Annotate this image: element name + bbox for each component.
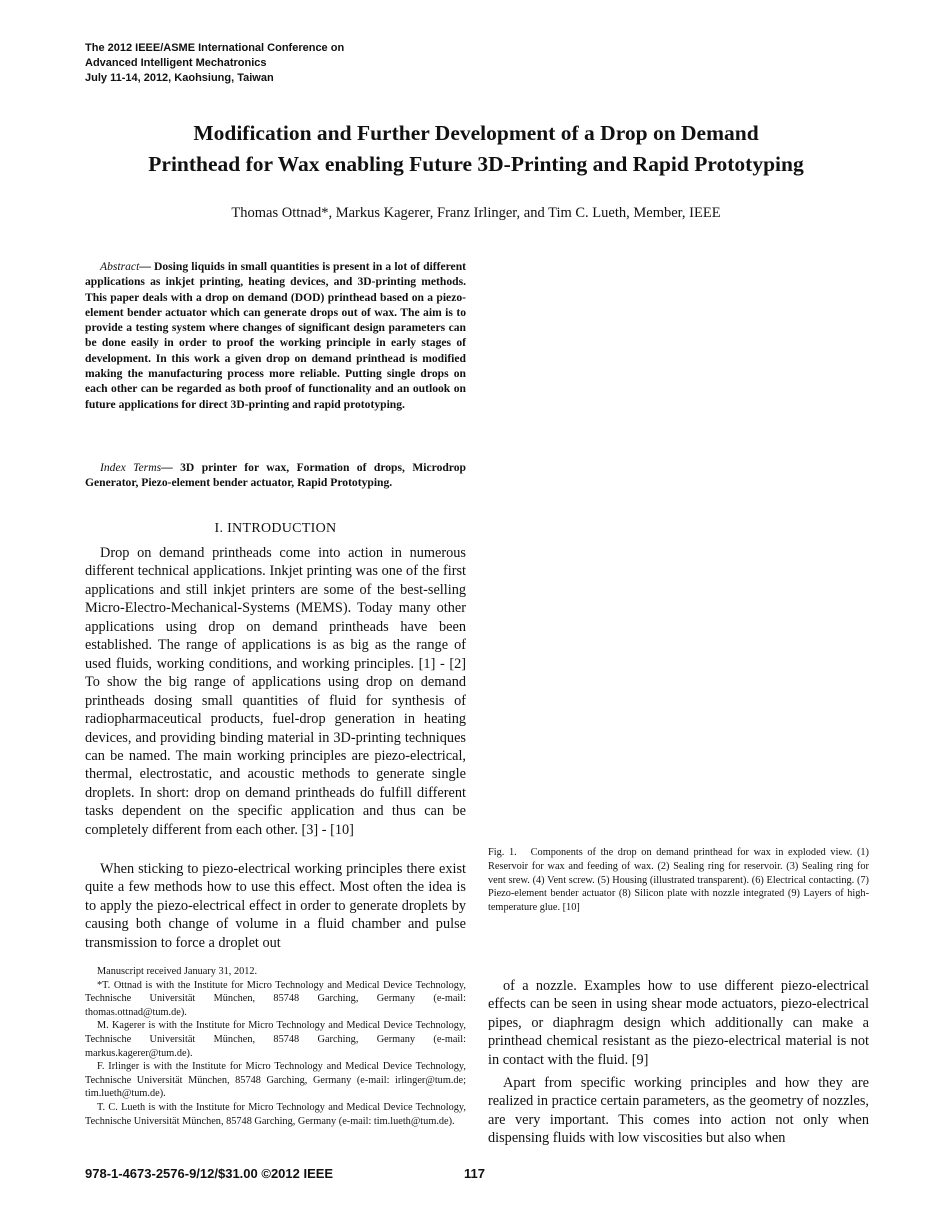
intro-paragraph: Drop on demand printheads come into action in numerous different technical applications. Inkjet printing was one of the first applications and still inkjet printers are some of the best-selling Micro-Electro-Mechanical-Systems (MEMS). Today many other applications using drop on demand printheads have been established. The range of applications is as big as the range of used fluids, working conditions, and working principles. [1] - [2] To show the big range of applications using drop on demand printheads dosing small quantities of fluid for synthesis of radiopharmaceutical products, fuel-drop generation in heating devices, and providing binding material in 3D-printing techniques can be named. The main working principles are piezo-electrical, thermal, electrostatic, and acoustic methods to generate single droplets. In short: drop on demand printheads do fulfill different tasks dependent on the specific application and thus can be completely different from each other. [3] - [10]	[85, 545, 466, 838]
isbn-footer: 978-1-4673-2576-9/12/$31.00 ©2012 IEEE	[85, 1166, 334, 1181]
intro-paragraph: When sticking to piezo-electrical working principles there exist quite a few methods how to use this effect. Most often the idea is to apply the piezo-electrical effect in order to generate droplets by causing both change of volume in a fluid chamber and pulse transmission to force a droplet out	[85, 861, 466, 951]
index-terms-text: 3D printer for wax, Formation of drops, Microdrop Generator, Piezo-element bender actuator, Rapid Prototyping.	[85, 461, 466, 490]
title-line: Printhead for Wax enabling Future 3D-Printing and Rapid Prototyping	[148, 152, 804, 176]
conference-line: Advanced Intelligent Mechatronics	[85, 57, 267, 69]
index-terms-label: Index Terms	[100, 461, 162, 474]
conference-line: The 2012 IEEE/ASME International Conference on	[85, 42, 345, 54]
abstract-dash: —	[139, 260, 154, 273]
section-heading: I. INTRODUCTION	[214, 521, 337, 536]
footnote: T. C. Lueth is with the Institute for Micro Technology and Medical Device Technology, Technische Universität München, 85748 Garching, Germany (e-mail: tim.lueth@tum.de).	[85, 1101, 466, 1127]
page-number: 117	[464, 1166, 485, 1181]
index-terms-dash: —	[161, 461, 181, 474]
conference-line: July 11-14, 2012, Kaohsiung, Taiwan	[85, 72, 274, 84]
abstract-label: Abstract	[100, 260, 140, 273]
figure-caption	[488, 846, 869, 915]
title-line: Modification and Further Development of a Drop on Demand	[193, 121, 759, 145]
conference-header	[85, 41, 344, 86]
footnote: M. Kagerer is with the Institute for Micro Technology and Medical Device Technology, Technische Universität München, 85748 Garching, Germany (e-mail: markus.kagerer@tum.de).	[85, 1020, 466, 1059]
footnotes	[85, 965, 466, 1128]
abstract	[85, 259, 466, 412]
index-terms	[85, 460, 466, 491]
footnote: F. Irlinger is with the Institute for Micro Technology and Medical Device Technology, Technische Universität München, 85748 Garching, Germany (e-mail: irlinger@tum.de; tim.lueth@tum.de).	[85, 1061, 466, 1100]
footnote: Manuscript received January 31, 2012.	[97, 966, 258, 977]
body-paragraph: Apart from specific working principles and how they are realized in practice certain parameters, as the geometry of nozzles, are very important. This comes into action not only when dispensing fluids with low viscosities but also when	[488, 1075, 869, 1147]
body-paragraph: of a nozzle. Examples how to use different piezo-electrical effects can be seen in using shear mode actuators, piezo-electrical pipes, or diaphragm design which additionally can make a printhead chemical resistant as the piezo-electrical material is not in contact with the fluid. [9]	[488, 978, 869, 1068]
figure-label: Fig. 1.	[488, 847, 517, 858]
figure-caption-text: Components of the drop on demand printhead for wax in exploded view. (1) Reservoir for wax and feeding of wax. (2) Sealing ring for reservoir. (3) Sealing ring for vent srew. (4) Vent screw. (5) Housing (illustrated transparent). (6) Electrical contacting. (7) Piezo-element bender actuator (8) Silicon plate with nozzle integrated (9) Layers of high-temperature glue. [10]	[488, 847, 869, 914]
author-list: Thomas Ottnad*, Markus Kagerer, Franz Irlinger, and Tim C. Lueth, Member, IEEE	[231, 205, 721, 221]
figure-area	[488, 258, 869, 838]
footnote: *T. Ottnad is with the Institute for Micro Technology and Medical Device Technology, Technische Universität München, 85748 Garching, Germany (e-mail: thomas.ottnad@tum.de).	[85, 979, 466, 1018]
abstract-text: Dosing liquids in small quantities is present in a lot of different applications as inkjet printing, heating devices, and 3D-printing methods. This paper deals with a drop on demand (DOD) printhead based on a piezo-element bender actuator which can generate drops out of wax. The aim is to provide a testing system where changes of significant design parameters can be done easily in order to proof the working principle in early stages of development. In this work a given drop on demand printhead is modified making the manufacturing process more reliable. Putting single drops on each other can be regarded as both proof of functionality and an outlook on future applications for direct 3D-printing and rapid prototyping.	[85, 260, 466, 411]
paper-title	[70, 118, 882, 180]
